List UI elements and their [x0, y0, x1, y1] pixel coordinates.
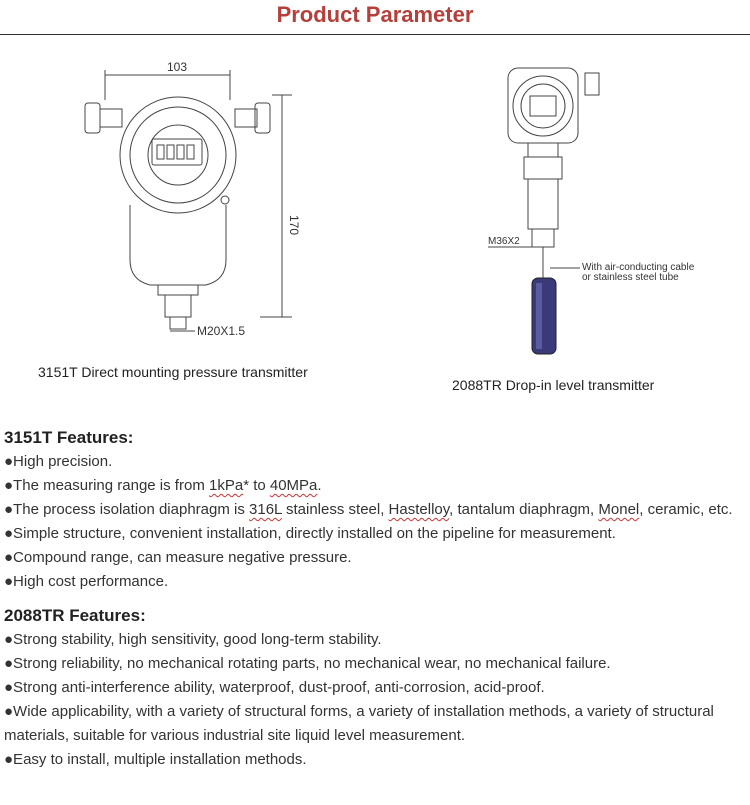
list-item: ●The measuring range is from 1kPa* to 40MPa.: [4, 477, 322, 494]
dim-width-label: 103: [167, 60, 188, 74]
dim-height-label: 170: [287, 215, 301, 236]
page-header: [0, 0, 750, 34]
dim-thread-label-right: M36X2: [488, 236, 520, 247]
header-divider: [0, 34, 750, 35]
3151t-drawing: [60, 55, 340, 345]
list-item: ●Compound range, can measure negative pressure.: [4, 549, 352, 566]
list-item: ●High cost performance.: [4, 573, 169, 590]
dim-thread-label: M20X1.5: [197, 324, 246, 338]
cable-note-line1: With air-conducting cable: [582, 262, 695, 273]
2088tr-caption: 2088TR Drop-in level transmitter: [452, 377, 655, 393]
list-item: ●The process isolation diaphragm is 316L stainless steel, Hastelloy, tantalum diaphragm, Monel, ceramic, etc.: [4, 501, 733, 518]
3151t-features-heading: 3151T Features:: [4, 428, 134, 447]
page-title: Product Parameter: [276, 2, 474, 27]
3151t-caption: 3151T Direct mounting pressure transmitter: [38, 364, 308, 380]
probe-body: [532, 278, 556, 354]
list-item: ●Easy to install, multiple installation methods.: [4, 751, 307, 768]
2088tr-drawing: [480, 58, 730, 358]
list-item: ●Simple structure, convenient installation, directly installed on the pipeline for measurement.: [4, 525, 616, 542]
list-item: ●Strong reliability, no mechanical rotating parts, no mechanical wear, no mechanical failure.: [4, 655, 611, 672]
features-section: [4, 426, 744, 772]
list-item: ●Strong stability, high sensitivity, good long-term stability.: [4, 631, 382, 648]
list-item: ●Strong anti-interference ability, waterproof, dust-proof, anti-corrosion, acid-proof.: [4, 679, 545, 696]
list-item: ●Wide applicability, with a variety of structural forms, a variety of installation methods, a variety of structural materials, suitable for various industrial site liquid level measurement.: [4, 703, 714, 744]
cable-note-line2: or stainless steel tube: [582, 272, 679, 283]
2088tr-features-heading: 2088TR Features:: [4, 606, 146, 625]
list-item: ●High precision.: [4, 453, 113, 470]
